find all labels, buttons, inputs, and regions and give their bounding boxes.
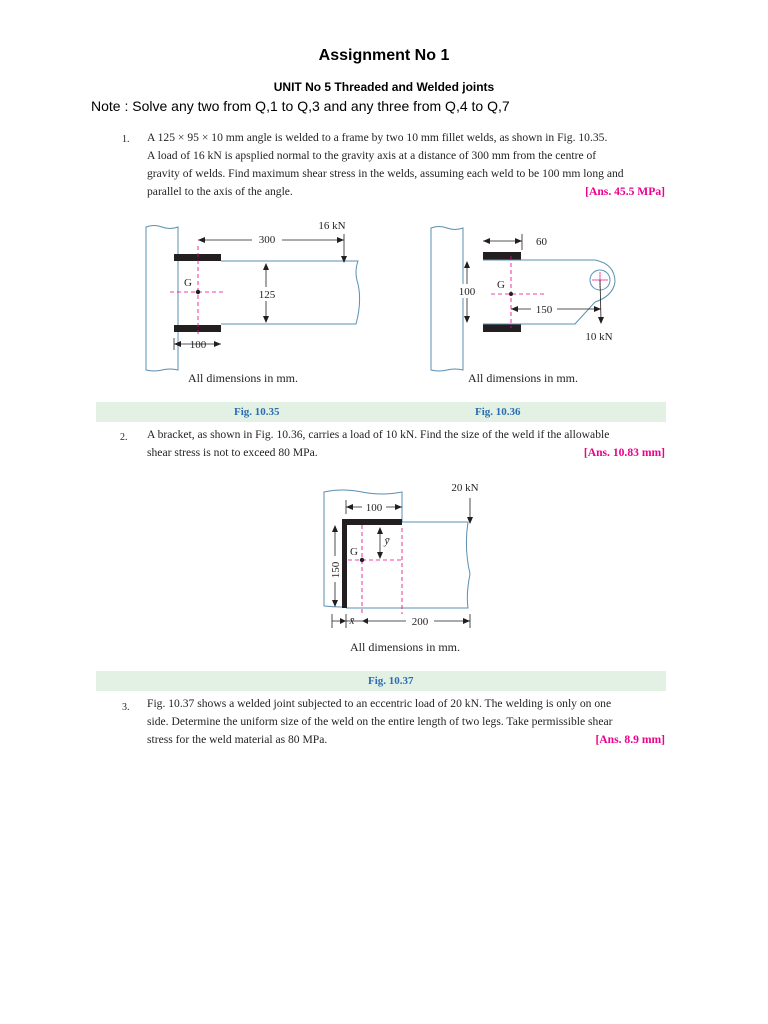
text-line: shear stress is not to exceed 80 MPa.: [147, 446, 318, 459]
text-line: Fig. 10.37 shows a welded joint subjected to an eccentric load of 20 kN. The welding is only on one: [147, 697, 612, 710]
dim-100: 100: [458, 286, 476, 298]
figure-10-36: [425, 220, 635, 390]
question-number: 3.: [122, 702, 130, 713]
text-line: A bracket, as shown in Fig. 10.36, carries a load of 10 kN. Find the size of the weld if the allowable: [147, 428, 610, 441]
text-line: stress for the weld material as 80 MPa.: [147, 733, 328, 746]
answer-3: [Ans. 8.9 mm]: [595, 733, 665, 746]
xbar-label: x̄: [349, 615, 355, 627]
question-3-text: [147, 695, 667, 749]
text-line: A load of 16 kN is apsplied normal to the gravity axis at a distance of 300 mm from the centre of: [147, 149, 597, 162]
dim-125: 125: [258, 289, 276, 301]
figure-caption: All dimensions in mm.: [188, 371, 299, 385]
figure-label-bar: [96, 402, 666, 422]
figure-10-35: [140, 212, 370, 392]
unit-heading: UNIT No 5 Threaded and Welded joints: [273, 80, 495, 94]
figure-label: Fig. 10.36: [475, 406, 521, 418]
page-title: Assignment No 1: [318, 47, 450, 64]
figure-caption: All dimensions in mm.: [350, 640, 461, 654]
figure-label: Fig. 10.35: [234, 406, 280, 418]
load-10kn: 10 kN: [585, 331, 613, 343]
instructions-note: Note : Solve any two from Q,1 to Q,3 and any three from Q,4 to Q,7: [91, 98, 510, 114]
centroid-label: G: [184, 277, 192, 289]
dim-150: 150: [535, 304, 553, 316]
centroid-label: G: [497, 279, 505, 291]
question-number: 2.: [120, 432, 128, 443]
answer-2: [Ans. 10.83 mm]: [583, 446, 665, 459]
load-20kn: 20 kN: [451, 482, 479, 494]
figure-label: Fig. 10.37: [368, 675, 414, 687]
text-line: gravity of welds. Find maximum shear stress in the welds, assuming each weld to be 100 mm long and: [147, 167, 624, 180]
dim-60: 60: [536, 236, 547, 248]
ybar-label: ȳ: [384, 535, 390, 547]
question-number: 1.: [122, 134, 130, 145]
dim-300: 300: [258, 234, 276, 246]
figure-10-37: [318, 478, 488, 638]
dim-150: 150: [330, 561, 342, 579]
load-16kn: 16 kN: [318, 220, 346, 232]
dim-200: 200: [411, 616, 429, 628]
centroid-label: G: [350, 546, 358, 558]
figure-caption: All dimensions in mm.: [468, 371, 579, 385]
text-line: side. Determine the uniform size of the weld on the entire length of two legs. Take permissible shear: [147, 715, 613, 728]
text-line: parallel to the axis of the angle.: [147, 185, 293, 198]
dim-100: 100: [189, 339, 207, 351]
answer-1: [Ans. 45.5 MPa]: [585, 185, 665, 198]
text-line: A 125 × 95 × 10 mm angle is welded to a frame by two 10 mm fillet welds, as shown in Fig. 10.35.: [147, 131, 608, 144]
figure-label-bar: [96, 671, 666, 691]
dim-100: 100: [365, 502, 383, 514]
